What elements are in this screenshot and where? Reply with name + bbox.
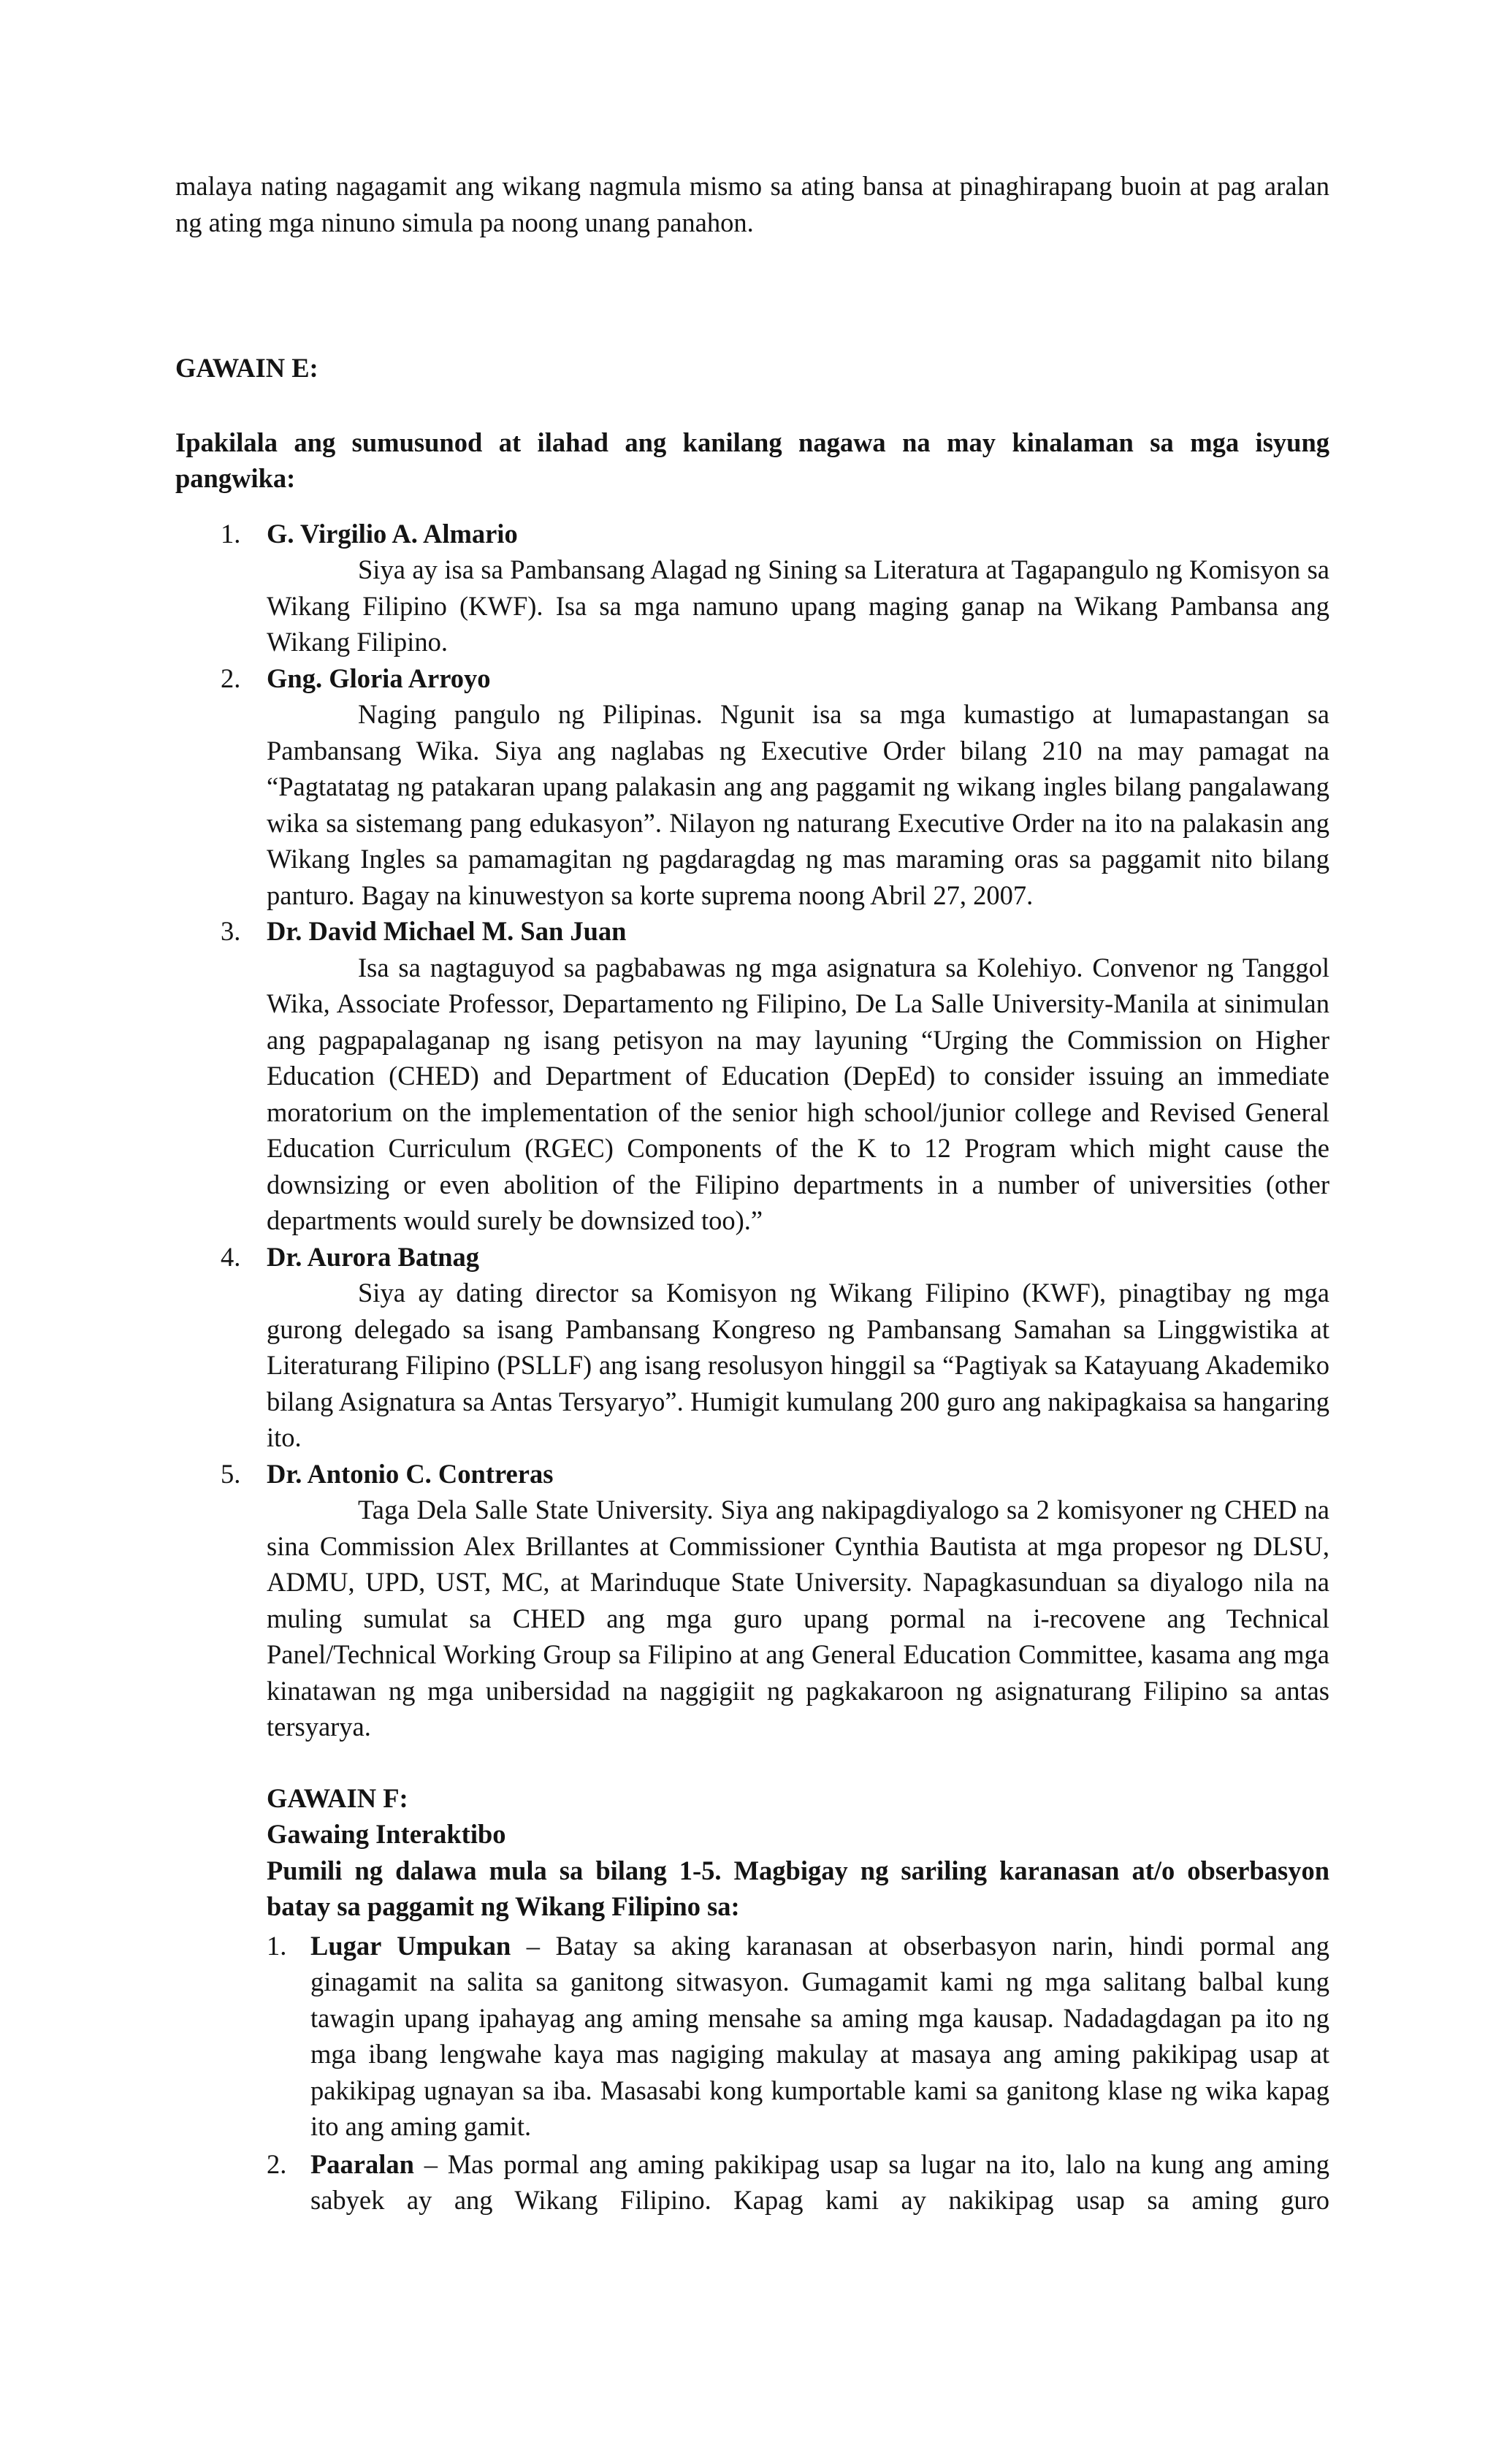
document-page: [175, 168, 1329, 2220]
list-item: [175, 516, 1329, 660]
item-text: [310, 2146, 1329, 2219]
gawain-f-list: [175, 1928, 1329, 2219]
person-description: Siya ay isa sa Pambansang Alagad ng Sining sa Literatura at Tagapangulo ng Komisyon sa Wikang Filipino (KWF). Isa sa mga namuno upang maging ganap na Wikang Pambansa ang Wikang Filipino.: [267, 554, 1329, 657]
item-number: 5.: [221, 1458, 241, 1489]
item-text: [310, 1928, 1329, 2145]
gawain-f-subheading: Gawaing Interaktibo: [267, 1819, 506, 1849]
gawain-f-section: [175, 1780, 1329, 1925]
item-body: – Batay sa aking karanasan at obserbasyon narin, hindi pormal ang ginagamit na salita sa ganitong sitwasyon. Gumagamit kami ng mga salitang balbal kung tawagin upang ipahayag ang aming mensahe sa aming mga kausap. Nadadagdagan pa ito ng mga ibang lengwahe kaya mas nagiging makulay at masaya ang aming pakikipag usap at pakikipag ugnayan sa iba. Masasabi kong kumportable kami sa ganitong klase ng wika kapag ito ang aming gamit.: [310, 1930, 1329, 2141]
list-item: [175, 1456, 1329, 1745]
person-name: Dr. Antonio C. Contreras: [267, 1458, 554, 1489]
list-item: [175, 2146, 1329, 2219]
intro-paragraph: malaya nating nagagamit ang wikang nagmula mismo sa ating bansa at pinaghirapang buoin at pag aralan ng ating mga ninuno simula pa noong unang panahon.: [175, 171, 1329, 237]
person-name: Dr. Aurora Batnag: [267, 1241, 480, 1272]
item-number: 1.: [267, 1930, 287, 1961]
list-item: [175, 913, 1329, 1239]
list-item: [175, 1928, 1329, 2145]
item-title: Paaralan: [310, 2148, 414, 2179]
person-name: Gng. Gloria Arroyo: [267, 663, 491, 693]
item-number: 4.: [221, 1241, 241, 1272]
item-number: 2.: [267, 2148, 287, 2179]
gawain-f-heading: GAWAIN F:: [267, 1782, 408, 1813]
list-item: [175, 1239, 1329, 1456]
gawain-f-instruction: Pumili ng dalawa mula sa bilang 1-5. Magbigay ng sariling karanasan at/o obserbasyon batay sa paggamit ng Wikang Filipino sa:: [267, 1855, 1329, 1921]
person-name: Dr. David Michael M. San Juan: [267, 916, 627, 946]
item-number: 1.: [221, 518, 241, 549]
list-item: [175, 660, 1329, 914]
person-description: Taga Dela Salle State University. Siya ang nakipagdiyalogo sa 2 komisyoner ng CHED na sina Commission Alex Brillantes at Commissioner Cynthia Bautista at mga propesor ng DLSU, ADMU, UPD, UST, MC, at Marinduque State University. Napagkasunduan sa diyalogo nila na muling sumulat sa CHED ang mga guro upang pormal na i-recovene ang Technical Panel/Technical Working Group sa Filipino at ang General Education Committee, kasama ang mga kinatawan ng mga unibersidad na naggigiit ng pagkakaroon ng asignaturang Filipino sa antas tersyarya.: [267, 1495, 1329, 1742]
person-name: G. Virgilio A. Almario: [267, 518, 518, 549]
item-number: 2.: [221, 663, 241, 693]
gawain-e-heading: GAWAIN E:: [175, 353, 318, 383]
gawain-e-instruction: Ipakilala ang sumusunod at ilahad ang kanilang nagawa na may kinalaman sa mga isyung pangwika:: [175, 427, 1329, 493]
item-number: 3.: [221, 916, 241, 946]
person-description: Siya ay dating director sa Komisyon ng Wikang Filipino (KWF), pinagtibay ng mga gurong delegado sa isang Pambansang Kongreso ng Pambansang Samahan sa Linggwistika at Literaturang Filipino (PSLLF) ang isang resolusyon hinggil sa “Pagtiyak sa Katayuang Akademiko bilang Asignatura sa Antas Tersyaryo”. Humigit kumulang 200 guro ang nakipagkaisa sa hangaring ito.: [267, 1278, 1329, 1452]
item-title: Lugar Umpukan: [310, 1930, 511, 1961]
gawain-e-list: [175, 516, 1329, 1745]
item-body: – Mas pormal ang aming pakikipag usap sa lugar na ito, lalo na kung ang aming sabyek ay ang Wikang Filipino. Kapag kami ay nakikipag usap sa aming guro: [310, 2148, 1329, 2215]
person-description: Isa sa nagtaguyod sa pagbabawas ng mga asignatura sa Kolehiyo. Convenor ng Tanggol Wika, Associate Professor, Departamento ng Filipino, De La Salle University-Manila at sinimulan ang pagpapalaganap ng isang petisyon na may layuning “Urging the Commission on Higher Education (CHED) and Department of Education (DepEd) to consider issuing an immediate moratorium on the implementation of the senior high school/junior college and Revised General Education Curriculum (RGEC) Components of the K to 12 Program which might cause the downsizing or even abolition of the Filipino departments in a number of universities (other departments would surely be downsized too).”: [267, 952, 1329, 1235]
person-description: Naging pangulo ng Pilipinas. Ngunit isa sa mga kumastigo at lumapastangan sa Pambansang Wika. Siya ang naglabas ng Executive Order bilang 210 na may pamagat na “Pagtatatag ng patakaran upang palakasin ang ang paggamit ng wikang ingles bilang pangalawang wika sa sistemang pang edukasyon”. Nilayon ng naturang Executive Order na ito na palakasin ang Wikang Ingles sa pamamagitan ng pagdaragdag ng mas maraming oras sa paggamit nito bilang panturo. Bagay na kinuwestyon sa korte suprema noong Abril 27, 2007.: [267, 699, 1329, 910]
